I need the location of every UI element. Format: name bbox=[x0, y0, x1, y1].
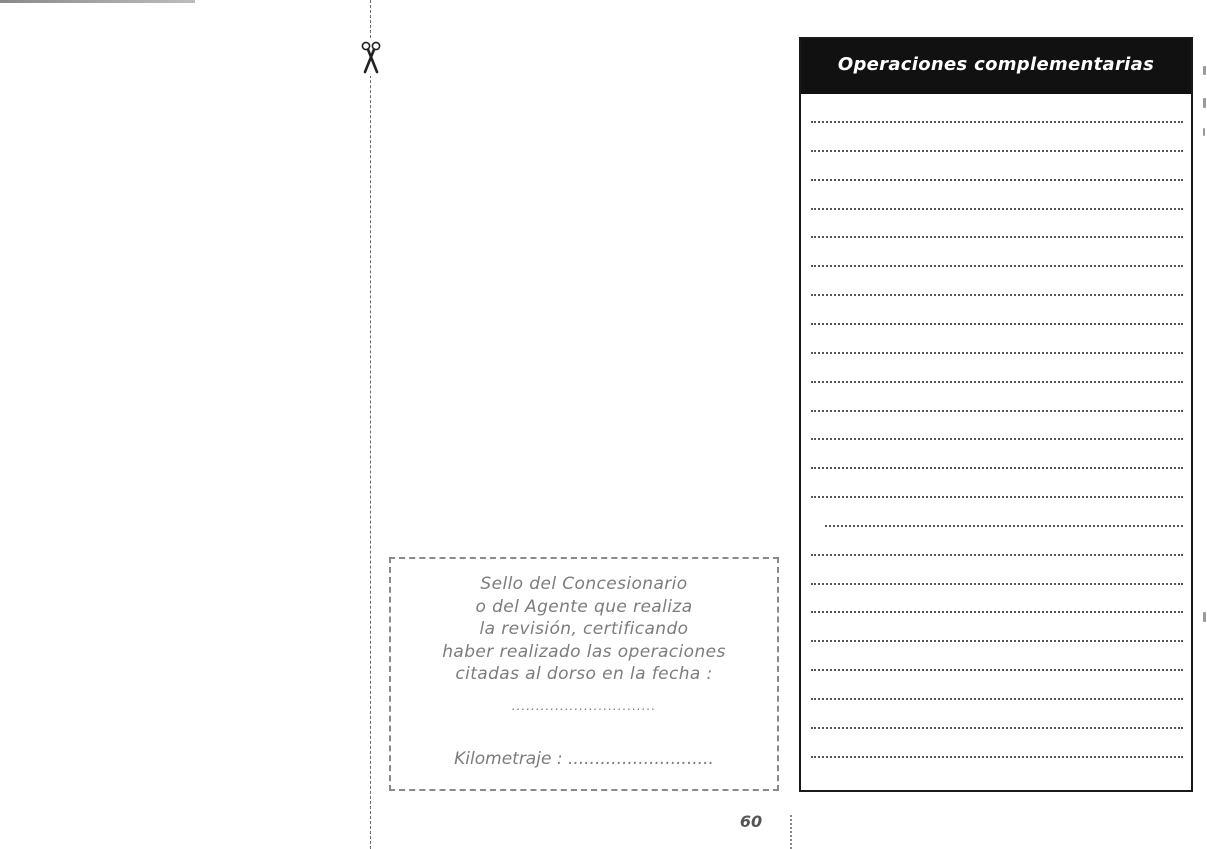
stamp-date-blank: .............................. bbox=[511, 699, 657, 713]
dotted-line bbox=[811, 352, 1183, 354]
complementary-operations-panel bbox=[799, 37, 1193, 792]
fold-mark bbox=[790, 815, 792, 849]
dotted-line bbox=[811, 208, 1183, 210]
dotted-line bbox=[811, 294, 1183, 296]
stamp-line: la revisión, certificando bbox=[479, 619, 689, 639]
dotted-line bbox=[811, 150, 1183, 152]
stamp-mileage-field: Kilometraje : ........................... bbox=[454, 749, 714, 769]
dotted-line bbox=[811, 179, 1183, 181]
dotted-line bbox=[825, 525, 1183, 527]
dotted-line bbox=[811, 669, 1183, 671]
edge-mark bbox=[1203, 66, 1206, 75]
dotted-line bbox=[811, 583, 1183, 585]
dealer-stamp-box bbox=[389, 557, 779, 791]
dotted-line bbox=[811, 496, 1183, 498]
dotted-line bbox=[811, 698, 1183, 700]
stamp-line: o del Agente que realiza bbox=[475, 596, 693, 617]
dotted-line bbox=[811, 438, 1183, 440]
dotted-line bbox=[811, 410, 1183, 412]
dotted-line bbox=[811, 554, 1183, 556]
scissors-icon bbox=[359, 40, 383, 76]
dotted-line bbox=[811, 236, 1183, 238]
dotted-line bbox=[811, 640, 1183, 642]
dotted-line bbox=[811, 121, 1183, 123]
stamp-instructions bbox=[391, 573, 777, 686]
dotted-line bbox=[811, 756, 1183, 758]
dotted-line bbox=[811, 467, 1183, 469]
top-edge-rule bbox=[0, 0, 195, 3]
stamp-line: Sello del Concesionario bbox=[480, 574, 688, 594]
dotted-line bbox=[811, 381, 1183, 383]
edge-mark bbox=[1203, 128, 1205, 136]
stamp-line: haber realizado las operaciones bbox=[442, 641, 726, 662]
dotted-line bbox=[811, 727, 1183, 729]
dotted-line bbox=[811, 323, 1183, 325]
dotted-line bbox=[811, 265, 1183, 267]
cut-line bbox=[370, 0, 371, 849]
edge-mark bbox=[1203, 98, 1206, 108]
stamp-line: citadas al dorso en la fecha : bbox=[455, 664, 713, 684]
edge-mark bbox=[1203, 612, 1206, 622]
panel-title: Operaciones complementarias bbox=[801, 39, 1191, 94]
page-number: 60 bbox=[739, 812, 763, 831]
dotted-line bbox=[811, 611, 1183, 613]
